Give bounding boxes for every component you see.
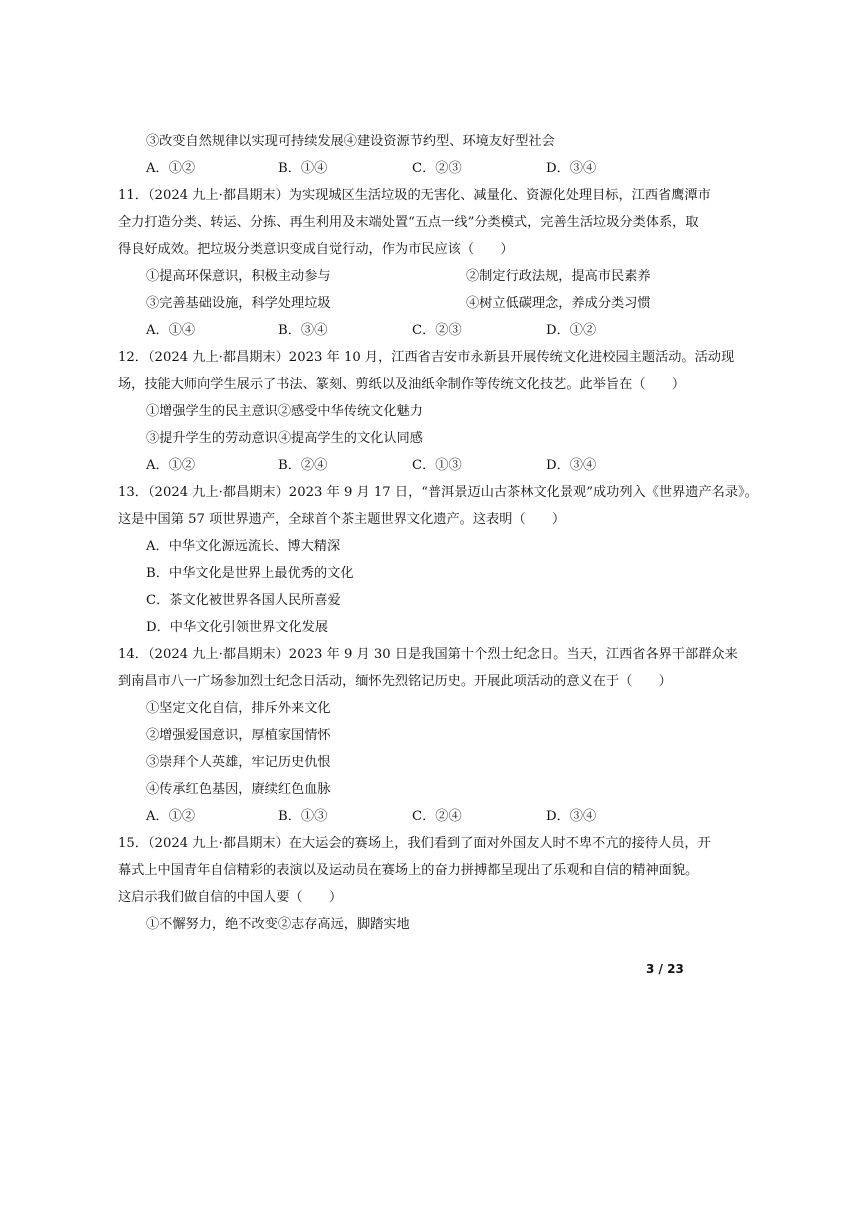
q11-option-b: B．③④ (278, 323, 328, 338)
q11-stem-line-2: 全力打造分类、转运、分拣、再生利用及末端处置“五点一线”分类模式，完善生活垃圾分类体系，取 (118, 215, 699, 230)
q15-item-1: ①不懈努力，绝不改变②志存高远，脚踏实地 (146, 917, 410, 932)
q11-option-c: C．②③ (412, 323, 462, 338)
q14-item-4: ④传承红色基因，赓续红色血脉 (146, 782, 331, 797)
q10-option-d: D．③④ (546, 161, 597, 176)
q13-option-c: C．茶文化被世界各国人民所喜爱 (146, 593, 341, 608)
q15-stem-line-2: 幕式上中国青年自信精彩的表演以及运动员在赛场上的奋力拼搏都呈现出了乐观和自信的精神面貌。 (118, 863, 699, 878)
q11-stem-line-1: 11．（2024 九上·都昌期末）为实现城区生活垃圾的无害化、减量化、资源化处理目标，江西省鹰潭市 (118, 188, 711, 203)
q14-stem-line-2: 到南昌市八一广场参加烈士纪念日活动，缅怀先烈铭记历史。开展此项活动的意义在于（ ） (118, 674, 672, 689)
q13-stem-line-1: 13．（2024 九上·都昌期末）2023 年 9 月 17 日，“普洱景迈山古茶林文化景观”成功列入《世界遗产名录》。 (118, 485, 758, 500)
q12-item-1: ①增强学生的民主意识②感受中华传统文化魅力 (146, 404, 423, 419)
q13-option-d: D．中华文化引领世界文化发展 (146, 620, 329, 635)
q15-stem-line-3: 这启示我们做自信的中国人要（ ） (118, 890, 343, 905)
q12-stem-line-2: 场，技能大师向学生展示了书法、篆刻、剪纸以及油纸伞制作等传统文化技艺。此举旨在（ ） (118, 377, 686, 392)
q13-option-b: B．中华文化是世界上最优秀的文化 (146, 566, 354, 581)
q13-option-a: A．中华文化源远流长、博大精深 (146, 539, 341, 554)
q14-option-b: B．①③ (278, 809, 328, 824)
q11-stem-line-3: 得良好成效。把垃圾分类意识变成自觉行动，作为市民应该（ ） (118, 242, 514, 257)
q12-option-b: B．②④ (278, 458, 328, 473)
q14-option-d: D．③④ (546, 809, 597, 824)
q10-option-a: A．①② (146, 161, 196, 176)
q12-option-c: C．①③ (412, 458, 462, 473)
q14-option-c: C．②④ (412, 809, 462, 824)
q12-stem-line-1: 12．（2024 九上·都昌期末）2023 年 10 月，江西省吉安市永新县开展传统文化进校园主题活动。活动现 (118, 350, 735, 365)
q12-item-2: ③提升学生的劳动意识④提高学生的文化认同感 (146, 431, 423, 446)
q13-stem-line-2: 这是中国第 57 项世界遗产，全球首个茶主题世界文化遗产。这表明（ ） (118, 512, 566, 527)
q11-item-4: ④树立低碳理念，养成分类习惯 (466, 296, 651, 311)
q11-option-d: D．①② (546, 323, 597, 338)
q10-option-b: B．①④ (278, 161, 328, 176)
q14-stem-line-1: 14．（2024 九上·都昌期末）2023 年 9 月 30 日是我国第十个烈士纪念日。当天，江西省各界干部群众来 (118, 647, 738, 662)
q12-option-a: A．①② (146, 458, 196, 473)
q10-item-line: ③改变自然规律以实现可持续发展④建设资源节约型、环境友好型社会 (146, 134, 555, 149)
q11-item-1: ①提高环保意识，积极主动参与 (146, 269, 331, 284)
q12-option-d: D．③④ (546, 458, 597, 473)
q11-item-2: ②制定行政法规，提高市民素养 (466, 269, 651, 284)
q14-item-3: ③崇拜个人英雄，牢记历史仇恨 (146, 755, 331, 770)
q14-option-a: A．①② (146, 809, 196, 824)
q11-item-3: ③完善基础设施，科学处理垃圾 (146, 296, 331, 311)
q14-item-2: ②增强爱国意识，厚植家国情怀 (146, 728, 331, 743)
q11-option-a: A．①④ (146, 323, 196, 338)
q14-item-1: ①坚定文化自信，排斥外来文化 (146, 701, 331, 716)
q15-stem-line-1: 15．（2024 九上·都昌期末）在大运会的赛场上，我们看到了面对外国友人时不卑不亢的接待人员，开 (118, 836, 711, 851)
page-number: 3 / 23 (646, 962, 684, 976)
q10-option-c: C．②③ (412, 161, 462, 176)
